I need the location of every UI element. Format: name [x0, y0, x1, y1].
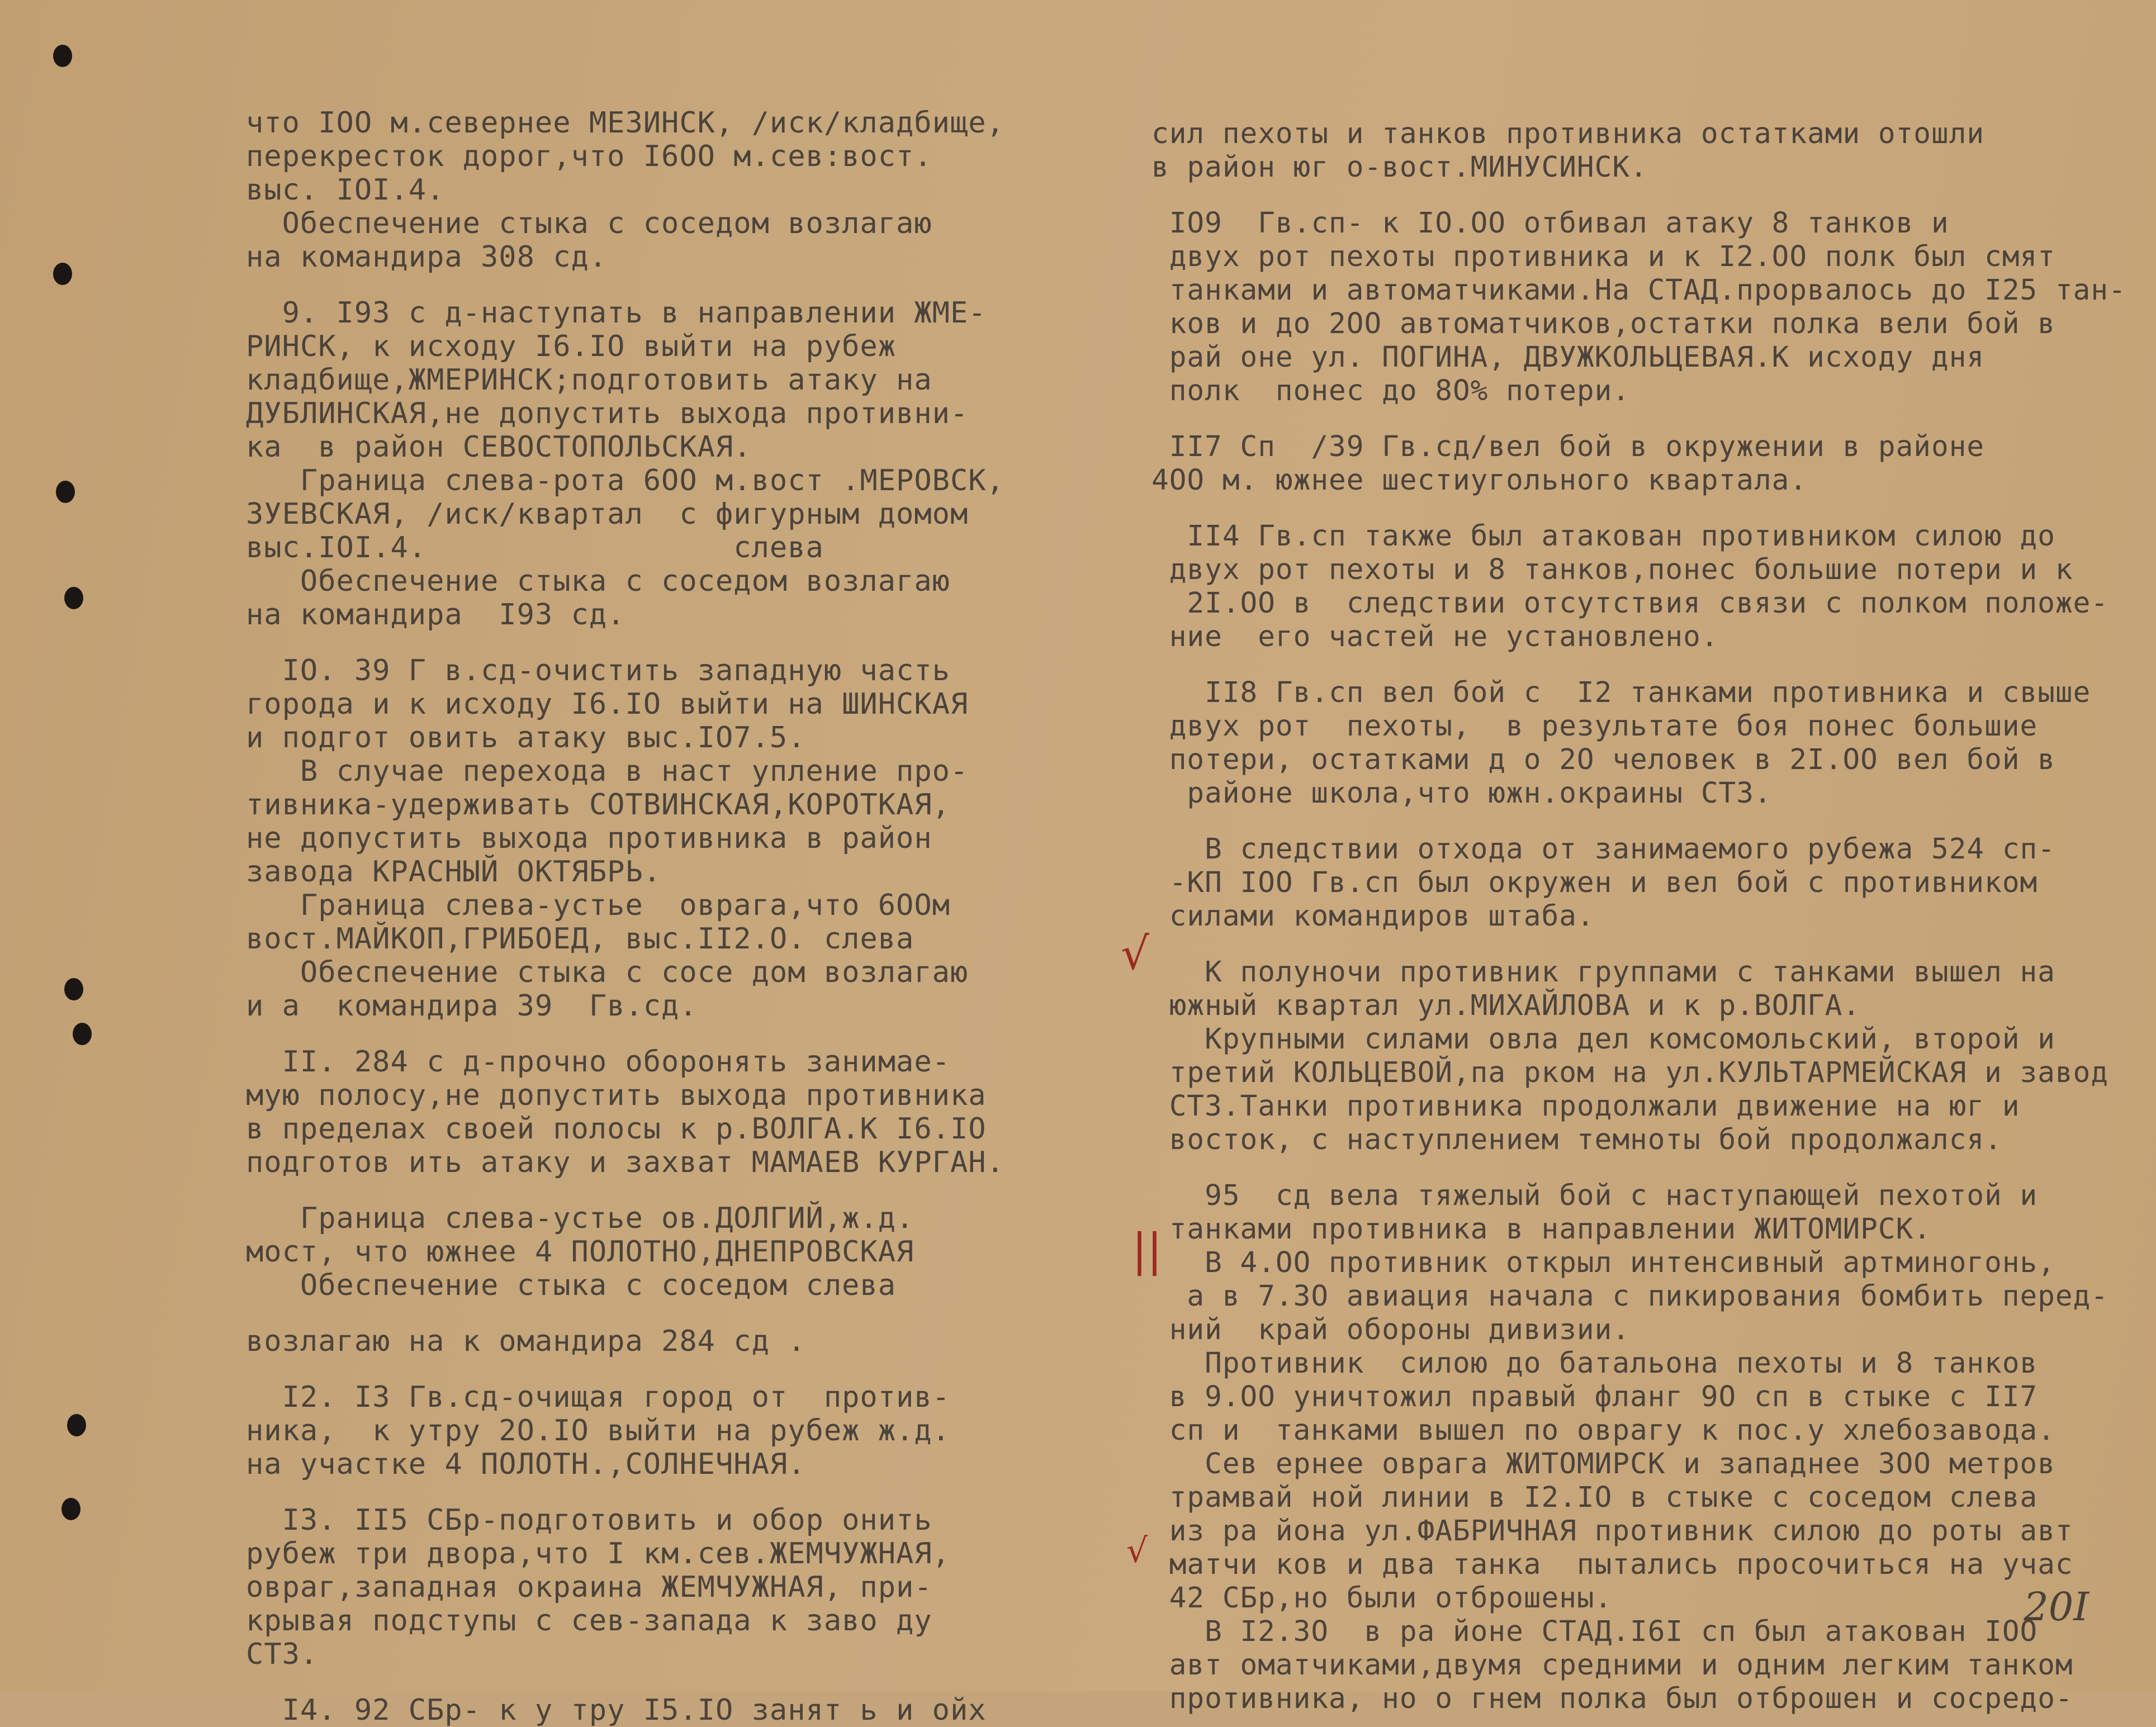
text-line: авт оматчиками,двумя средними и одним легким танком — [1152, 1649, 2073, 1682]
text-line: РИНСК, к исходу I6.IO выйти на рубеж — [246, 330, 897, 363]
text-line: матчи ков и два танка пытались просочиться на учас — [1152, 1548, 2073, 1581]
text-line: В случае перехода в наст упление про- — [246, 755, 969, 788]
text-line: а в 7.3O авиация начала с пикирования бомбить перед- — [1152, 1280, 2109, 1313]
text-line: I2. I3 Гв.сд-очищая город от против- — [246, 1380, 950, 1414]
binding-hole — [56, 481, 75, 503]
binding-hole — [61, 1498, 80, 1520]
text-line — [246, 274, 1096, 296]
text-line: в район юг о-вост.МИНУСИНСК. — [1152, 151, 1648, 184]
right-text-column — [1152, 117, 2146, 1716]
text-line: подготов ить атаку и захват МАМАЕВ КУРГАН. — [246, 1146, 1004, 1179]
text-line — [246, 1358, 1096, 1380]
text-line: двух рот пехоты противника и к I2.OO полк был смят — [1152, 240, 2055, 273]
text-line: на участке 4 ПОЛОТН.,СОЛНЕЧНАЯ. — [246, 1448, 806, 1481]
text-line: перекресток дорог,что I6OO м.сев:вост. — [246, 140, 932, 173]
text-line: Крупными силами овла дел комсомольский, второй и — [1152, 1023, 2055, 1056]
text-line: кладбище,ЖМЕРИНСК;подготовить атаку на — [246, 363, 932, 397]
page-number: 20I — [2024, 1584, 2089, 1630]
text-line: Противник силою до батальона пехоты и 8 танков — [1152, 1347, 2038, 1380]
text-line: из ра йона ул.ФАБРИЧНАЯ противник силою до роты авт — [1152, 1515, 2073, 1548]
text-line: двух рот пехоты и 8 танков,понес большие потери и к — [1152, 553, 2073, 586]
text-line: ЗУЕВСКАЯ, /иск/квартал с фигурным домом — [246, 497, 969, 531]
text-line: танками противника в направлении ЖИТОМИРСК. — [1152, 1213, 1932, 1246]
text-line: 9. I93 с д-наступать в направлении ЖМЕ- — [246, 296, 987, 330]
text-line — [1152, 408, 2146, 430]
text-line: В следствии отхода от занимаемого рубежа 524 сп- — [1152, 833, 2055, 866]
text-line: ний край обороны дивизии. — [1152, 1313, 1631, 1346]
text-line: трамвай ной линии в I2.IO в стыке с соседом слева — [1152, 1481, 2038, 1514]
text-line: мост, что южнее 4 ПОЛОТНО,ДНЕПРОВСКАЯ — [246, 1235, 914, 1269]
text-line: Обеспечение стыка с соседом возлагаю — [246, 564, 950, 598]
red-bracket-mark: || — [1132, 1224, 1162, 1276]
text-line: двух рот пехоты, в результате боя понес большие — [1152, 710, 2038, 743]
text-line: 4OO м. южнее шестиугольного квартала. — [1152, 464, 1808, 497]
text-line: ника, к утру 2O.IO выйти на рубеж ж.д. — [246, 1414, 950, 1448]
text-line: В I2.3O в ра йоне СТАД.I6I сп был атакован IOO — [1152, 1615, 2038, 1648]
text-line: 2I.OO в следствии отсутствия связи с полком положе- — [1152, 587, 2109, 620]
text-line: II7 Сп /39 Гв.сд/вел бой в окружении в районе — [1152, 430, 1985, 463]
text-line: I3. II5 СБр-подготовить и обор онить — [246, 1503, 932, 1537]
text-line: К полуночи противник группами с танками вышел на — [1152, 956, 2055, 989]
text-line: II8 Гв.сп вел бой с I2 танками противника и свыше — [1152, 676, 2091, 709]
text-line: Сев ернее оврага ЖИТОМИРСК и западнее 3OO метров — [1152, 1448, 2055, 1481]
text-line — [1152, 1157, 2146, 1179]
text-line: восток, с наступлением темноты бой продолжался. — [1152, 1123, 2002, 1156]
binding-hole — [53, 263, 72, 285]
text-line: рубеж три двора,что I км.сев.ЖЕМЧУЖНАЯ, — [246, 1537, 950, 1571]
text-line: районе школа,что южн.окраины СТЗ. — [1152, 777, 1772, 810]
text-line — [246, 1179, 1096, 1202]
text-line — [246, 1671, 1096, 1693]
binding-hole — [64, 978, 83, 1000]
text-line: ние его частей не установлено. — [1152, 620, 1719, 653]
text-line: овраг,западная окраина ЖЕМЧУЖНАЯ, при- — [246, 1571, 932, 1604]
text-line: полк понес до 8O% потери. — [1152, 374, 1631, 407]
text-line: 42 СБр,но были отброшены. — [1152, 1582, 1613, 1615]
binding-hole — [53, 45, 72, 67]
text-line: и подгот овить атаку выс.IO7.5. — [246, 721, 806, 755]
text-line: не допустить выхода противника в район — [246, 822, 932, 855]
text-line: I4. 92 СБр- к у тру I5.IO занят ь и ойх — [246, 1693, 987, 1727]
text-line: рай оне ул. ПОГИНА, ДВУЖКОЛЬЦЕВАЯ.К исходу дня — [1152, 341, 1985, 374]
text-line: выс. IOI.4. — [246, 173, 445, 207]
text-line: города и к исходу I6.IO выйти на ШИНСКАЯ — [246, 687, 969, 721]
text-line: II4 Гв.сп также был атакован противником силою до — [1152, 520, 2055, 553]
text-line — [1152, 184, 2146, 207]
text-line — [1152, 497, 2146, 520]
text-line: мую полосу,не допустить выхода противника — [246, 1079, 987, 1112]
red-check-mark: √ — [1126, 1531, 1148, 1571]
binding-hole — [67, 1414, 86, 1436]
text-line: СТЗ.Танки противника продолжали движение на юг и — [1152, 1090, 2020, 1123]
text-line: сп и танками вышел по оврагу к пос.у хлебозавода. — [1152, 1414, 2055, 1447]
text-line — [246, 1023, 1096, 1045]
text-line: Граница слева-рота 6OO м.вост .МЕРОВСК, — [246, 464, 1004, 497]
binding-hole — [73, 1023, 92, 1045]
text-line: -КП IOO Гв.сп был окружен и вел бой с противником — [1152, 866, 2038, 899]
text-line: ДУБЛИНСКАЯ,не допустить выхода противни- — [246, 397, 969, 430]
text-line: II. 284 с д-прочно оборонять занимае- — [246, 1045, 950, 1079]
text-line: потери, остатками д о 2O человек в 2I.OO вел бой в — [1152, 743, 2055, 776]
red-check-mark: √ — [1121, 928, 1149, 980]
text-line: третий КОЛЬЦЕВОЙ,па рком на ул.КУЛЬТАРМЕЙСКАЯ и завод — [1152, 1056, 2109, 1089]
text-line: в 9.OO уничтожил правый фланг 9O сп в стыке с II7 — [1152, 1380, 2038, 1413]
text-line: ков и до 2OO автоматчиков,остатки полка вели бой в — [1152, 307, 2055, 340]
text-line: Обеспечение стыка с соседом слева — [246, 1269, 897, 1302]
text-line: Граница слева-устье оврага,что 6OOм — [246, 889, 950, 922]
text-line: и а командира 39 Гв.сд. — [246, 989, 698, 1023]
text-line: на командира 308 сд. — [246, 240, 608, 274]
binding-hole — [64, 587, 83, 609]
text-line — [1152, 654, 2146, 676]
text-line: в пределах своей полосы к р.ВОЛГА.К I6.IO — [246, 1112, 987, 1146]
left-text-column — [246, 106, 1096, 1727]
text-line: Обеспечение стыка с соседом возлагаю — [246, 207, 932, 240]
text-line — [246, 1302, 1096, 1325]
text-line: СТЗ. — [246, 1638, 319, 1671]
text-line: выс.IOI.4. слева — [246, 531, 824, 564]
text-line: сил пехоты и танков противника остатками отошли — [1152, 117, 1985, 150]
text-line: IO9 Гв.сп- к IO.OO отбивал атаку 8 танков и — [1152, 207, 1949, 240]
text-line: Граница слева-устье ов.ДОЛГИЙ,ж.д. — [246, 1202, 914, 1235]
text-line: силами командиров штаба. — [1152, 900, 1595, 933]
text-line: возлагаю на к омандира 284 сд . — [246, 1325, 806, 1358]
text-line: IO. 39 Г в.сд-очистить западную часть — [246, 654, 950, 687]
text-line: крывая подступы с сев-запада к заво ду — [246, 1604, 932, 1638]
text-line: танками и автоматчиками.На СТАД.прорвалось до I25 тан- — [1152, 274, 2126, 307]
text-line: вост.МАЙКОП,ГРИБОЕД, выс.II2.O. слева — [246, 922, 914, 956]
text-line: завода КРАСНЫЙ ОКТЯБРЬ. — [246, 855, 662, 889]
text-line: тивника-удерживать СОТВИНСКАЯ,КОРОТКАЯ, — [246, 788, 950, 822]
text-line — [246, 1481, 1096, 1503]
text-line: ка в район СЕВОСТОПОЛЬСКАЯ. — [246, 430, 752, 464]
text-line: южный квартал ул.МИХАЙЛОВА и к р.ВОЛГА. — [1152, 989, 1861, 1022]
text-line: В 4.OO противник открыл интенсивный артминогонь, — [1152, 1246, 2055, 1279]
text-line — [246, 632, 1096, 654]
text-line: 95 сд вела тяжелый бой с наступающей пехотой и — [1152, 1179, 2038, 1212]
text-line: противника, но о гнем полка был отброшен и сосредо- — [1152, 1682, 2073, 1715]
text-line — [1152, 933, 2146, 956]
text-line — [1152, 810, 2146, 833]
text-line: что IOO м.севернее МЕЗИНСК, /иск/кладбище, — [246, 106, 1004, 140]
text-line: Обеспечение стыка с сосе дом возлагаю — [246, 956, 969, 989]
text-line: на командира I93 сд. — [246, 598, 626, 632]
